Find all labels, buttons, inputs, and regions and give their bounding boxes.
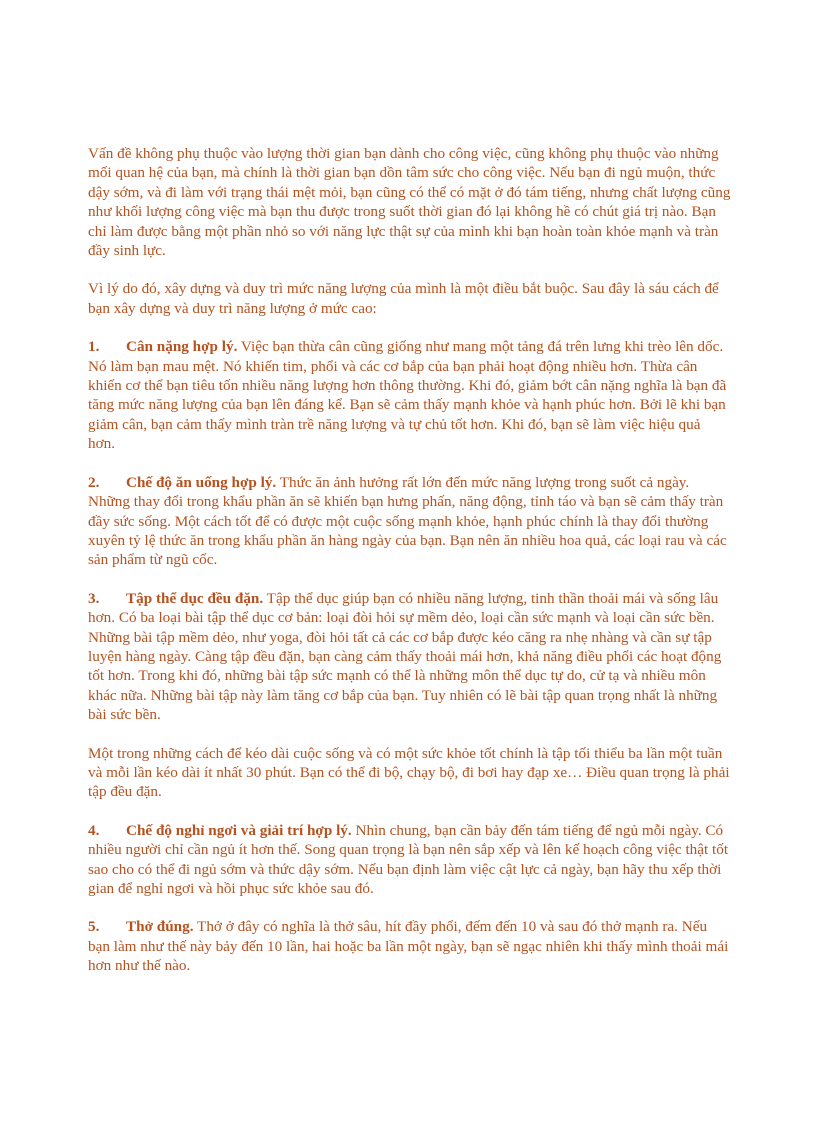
list-item-number: 5. — [88, 918, 100, 936]
list-item-text: Tập thể dục giúp bạn có nhiều năng lượng, tinh thần thoải mái và sống lâu hơn. Có ba loại bài tập thể dục cơ bản: loại đòi hỏi sự mềm dẻo, loại cần sức mạnh và loại cần sức bền. Những bài tập mềm dẻo, như yoga, đòi hỏi tất cả các cơ bắp được kéo căng ra nhẹ nhàng và cần sự tập luyện hàng ngày. Càng tập đều đặn, bạn càng cảm thấy thoải mái hơn, khả năng điều phối các hoạt động tốt hơn. Trong khi đó, những bài tập sức mạnh có thể là những môn thể dục tự do, cử tạ và nhiều môn khác nữa. Những bài tập này làm tăng cơ bắp của bạn. Tuy nhiên có lẽ bài tập quan trọng nhất là những bài sức bền. — [88, 589, 722, 724]
list-item-number: 2. — [88, 473, 100, 491]
list-item-text: Việc bạn thừa cân cũng giống như mang một tảng đá trên lưng khi trèo lên dốc. Nó làm bạn mau mệt. Nó khiến tim, phổi và các cơ bắp của bạn phải hoạt động nhiều hơn. Thừa cân khiến cơ thể bạn tiêu tốn nhiều năng lượng hơn thông thường. Khi đó, giảm bớt cân nặng nghĩa là bạn đã tăng mức năng lượng của bạn lên đáng kể. Bạn sẽ cảm thấy mạnh khỏe và hạnh phúc hơn. Bởi lẽ khi bạn giảm cân, bạn cảm thấy mình tràn trề năng lượng và tự chủ tốt hơn. Khi đó, bạn sẽ làm việc hiệu quả hơn. — [88, 338, 727, 453]
list-item-title: Chế độ ăn uống hợp lý. — [126, 473, 277, 491]
list-item-title: Cân nặng hợp lý. — [126, 338, 238, 356]
list-item-3 — [88, 589, 731, 725]
list-item-1 — [88, 337, 731, 453]
list-item-text: Thức ăn ảnh hưởng rất lớn đến mức năng lượng trong suốt cả ngày. Những thay đổi trong khẩu phần ăn sẽ khiến bạn hưng phấn, năng động, tỉnh táo và bạn sẽ cảm thấy tràn đầy sức sống. Một cách tốt để có được một cuộc sống mạnh khỏe, hạnh phúc chính là thay đổi thường xuyên tỷ lệ thức ăn trong khẩu phần ăn hàng ngày của bạn. Bạn nên ăn nhiều hoa quả, các loại rau và các sản phẩm từ ngũ cốc. — [88, 473, 727, 569]
exercise-paragraph: Một trong những cách để kéo dài cuộc sống và có một sức khỏe tốt chính là tập tối thiểu ba lần một tuần và mỗi lần kéo dài ít nhất 30 phút. Bạn có thể đi bộ, chạy bộ, đi bơi hay đạp xe… Điều quan trọng là phải tập đều đặn. — [88, 744, 730, 801]
intro-paragraph-2: Vì lý do đó, xây dựng và duy trì mức năng lượng của mình là một điều bắt buộc. Sau đây là sáu cách để bạn xây dựng và duy trì năng lượng ở mức cao: — [88, 280, 719, 317]
list-item-title: Thở đúng. — [126, 918, 194, 936]
list-item-4 — [88, 821, 731, 899]
list-item-text: Thở ở đây có nghĩa là thở sâu, hít đầy phổi, đếm đến 10 và sau đó thở mạnh ra. Nếu bạn làm như thế này bảy đến 10 lần, hai hoặc ba lần một ngày, bạn sẽ ngạc nhiên khi thấy mình thoải mái hơn như thế nào. — [88, 918, 729, 975]
list-item-number: 3. — [88, 589, 100, 607]
list-item-text: Nhìn chung, bạn cần bảy đến tám tiếng để ngủ mỗi ngày. Có nhiều người chỉ cần ngủ ít hơn thế. Song quan trọng là bạn nên sắp xếp và lên kế hoạch công việc thật tốt sao cho có thể đi ngủ sớm và thức dậy sớm. Nếu bạn định làm việc cật lực cả ngày, bạn hãy thu xếp thời gian để nghỉ ngơi và hồi phục sức khỏe sau đó. — [88, 821, 729, 897]
list-item-2 — [88, 473, 731, 570]
list-item-title: Chế độ nghỉ ngơi và giải trí hợp lý. — [126, 821, 352, 839]
list-item-5 — [88, 917, 731, 975]
list-item-number: 1. — [88, 338, 100, 356]
list-item-number: 4. — [88, 821, 100, 839]
intro-paragraph-1: Vấn đề không phụ thuộc vào lượng thời gian bạn dành cho công việc, cũng không phụ thuộc vào những mối quan hệ của bạn, mà chính là thời gian bạn dồn tâm sức cho công việc. Nếu bạn đi ngủ muộn, thức dậy sớm, và đi làm với trạng thái mệt mỏi, bạn cũng có thể có mặt ở đó tám tiếng, nhưng chất lượng cũng như khối lượng công việc mà bạn thu được trong suốt thời gian đó lại không hề có chút giá trị nào. Bạn chỉ làm được bằng một phần nhỏ so với năng lực thật sự của mình khi bạn hoàn toàn khỏe mạnh và tràn đầy sinh lực. — [88, 145, 731, 260]
list-item-title: Tập thể dục đều đặn. — [126, 589, 264, 607]
